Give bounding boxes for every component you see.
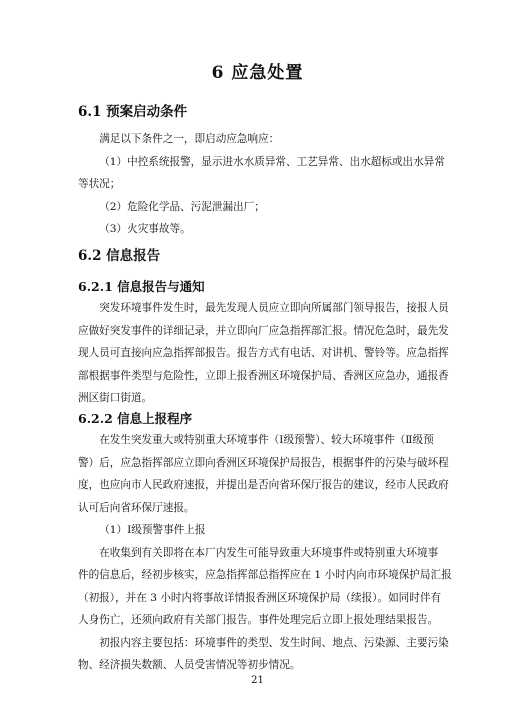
paragraph-line: 物、经济损失数额、人员受害情况等初步情况。 bbox=[78, 659, 301, 671]
section-6-2-1-paragraph bbox=[78, 297, 449, 410]
paragraph-line: 应做好突发事件的详细记录，并立即向厂应急指挥部汇报。情况危急时，最先发 bbox=[78, 324, 449, 337]
list-item-1-line-2: 等状况； bbox=[78, 178, 121, 190]
paragraph-line: 在发生突发重大或特别重大环境事件（Ⅰ级预警）、较大环境事件（Ⅱ级预 bbox=[99, 434, 434, 446]
section-title-6-2-2: 6.2.2 信息上报程序 bbox=[78, 411, 193, 426]
paragraph-line: 认可后向省环保厅速报。 bbox=[78, 501, 195, 514]
intro-line: 满足以下条件之一，即启动应急响应： bbox=[99, 133, 280, 145]
paragraph-line: （初报），并在 3 小时内将事故详情报香洲区环境保护局（续报）。如同时伴有 bbox=[78, 591, 442, 604]
section-6-1-body bbox=[78, 128, 445, 241]
list-item-1-line-1: （1）中控系统报警，显示进水水质异常、工艺异常、出水超标或出水异常 bbox=[99, 155, 445, 168]
paragraph-line: 初报内容主要包括：环境事件的类型、发生时间、地点、污染源、主要污染 bbox=[99, 636, 449, 649]
section-6-2-2-body bbox=[78, 429, 452, 677]
paragraph-line: 部根据事件类型与危险性，立即上报香洲区环境保护局、香洲区应急办，通报香 bbox=[78, 369, 449, 382]
section-title-6-2: 6.2 信息报告 bbox=[78, 248, 161, 264]
paragraph-line: 洲区街口街道。 bbox=[78, 392, 153, 404]
list-item-2: （2）危险化学品、污泥泄漏出厂； bbox=[99, 200, 265, 213]
paragraph-line: 突发环境事件发生时，最先发现人员应立即向所属部门领导报告，接报人员 bbox=[99, 302, 449, 314]
section-title-6-2-1: 6.2.1 信息报告与通知 bbox=[78, 279, 205, 294]
paragraph-line: 件的信息后，经初步核实，应急指挥部总指挥应在 1 小时内向市环境保护局汇报 bbox=[78, 569, 452, 581]
paragraph-line: 在收集到有关即将在本厂内发生可能导致重大环境事件或特别重大环境事 bbox=[99, 546, 439, 559]
paragraph-line: 人身伤亡，还须向政府有关部门报告。事件处理完后立即上报处理结果报告。 bbox=[78, 614, 439, 626]
subsection-item-1: （1）Ⅰ级预警事件上报 bbox=[99, 524, 206, 536]
paragraph-line: 现人员可直接向应急指挥部报告。报告方式有电话、对讲机、警铃等。应急指挥 bbox=[78, 347, 449, 359]
paragraph-line: 度，也应向市人民政府速报，并提出是否向省环保厅报告的建议，经市人民政府 bbox=[78, 479, 449, 491]
chapter-title: 6 应急处置 bbox=[211, 63, 304, 83]
section-title-6-1: 6.1 预案启动条件 bbox=[78, 104, 188, 120]
paragraph-line: 警）后，应急指挥部应立即向香洲区环境保护局报告，根据事件的污染与破坏程 bbox=[78, 456, 449, 469]
page-number: 21 bbox=[251, 675, 264, 686]
list-item-3: （3）火灾事故等。 bbox=[99, 223, 191, 235]
